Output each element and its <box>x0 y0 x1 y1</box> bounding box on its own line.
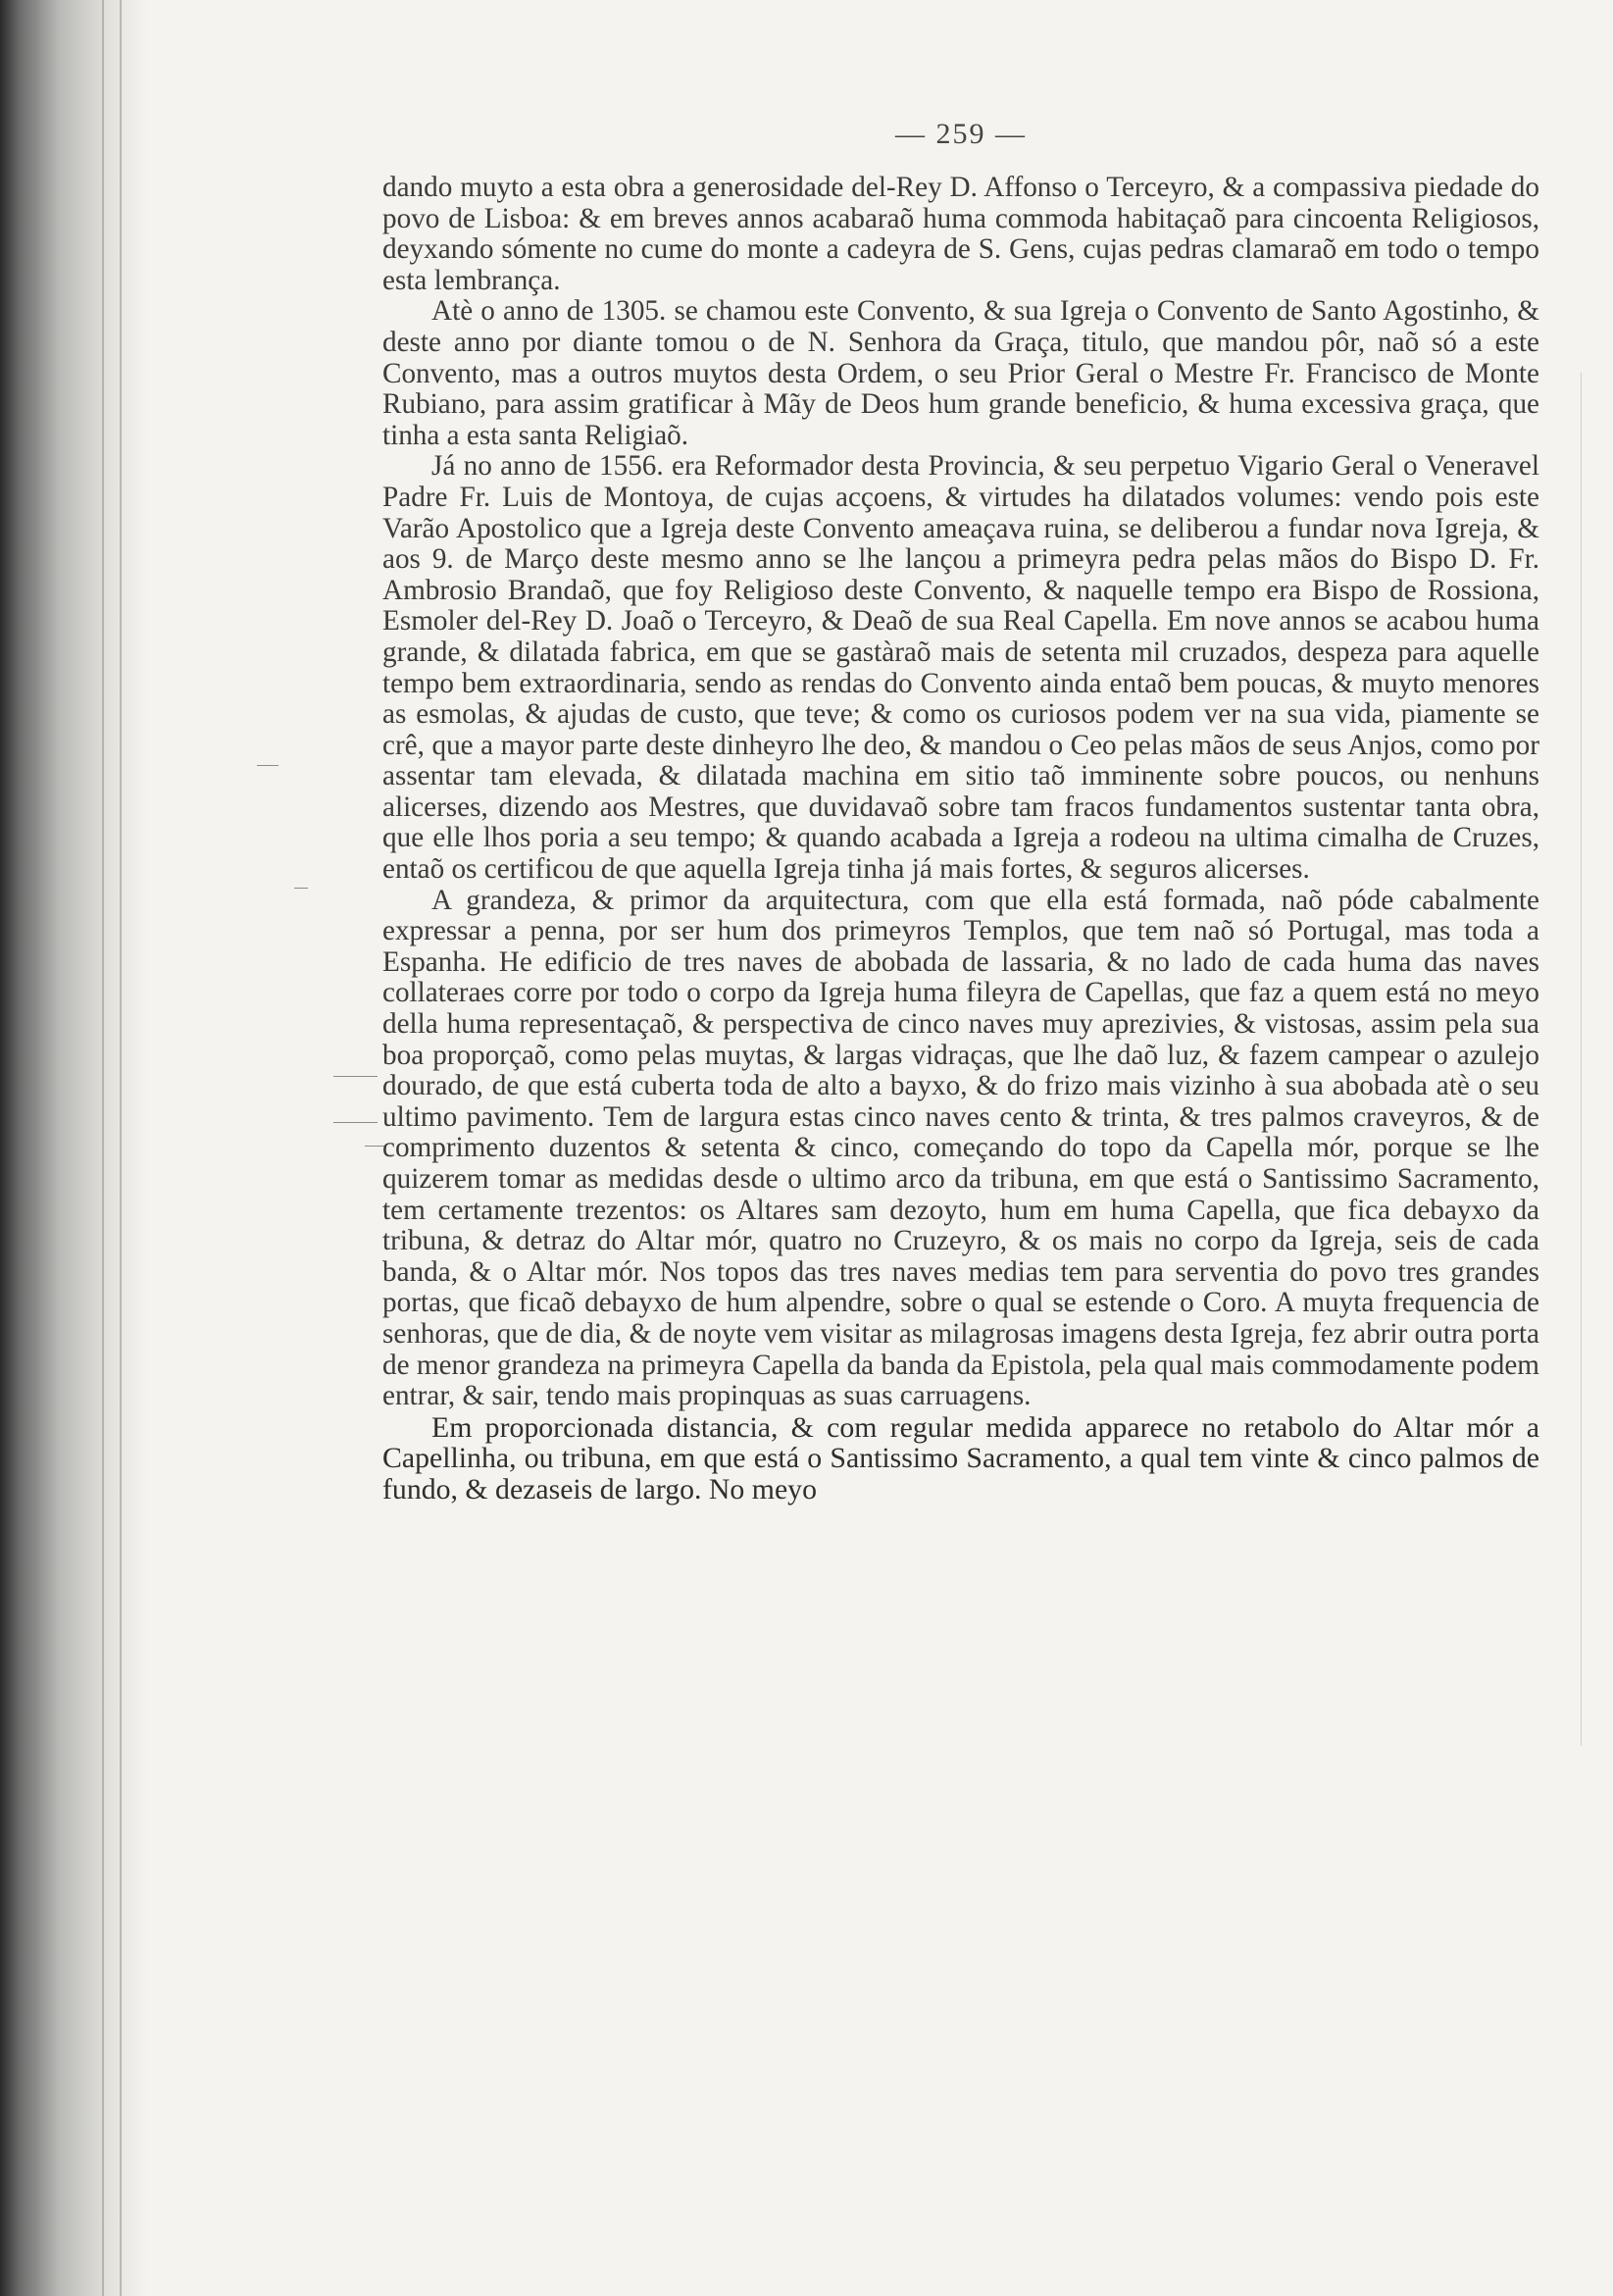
paragraph: A grandeza, & primor da arquitectura, com que ella está formada, naõ póde cabalmente expressar a penna, por ser hum dos primeyros Templos, que tem naõ só Portugal, mas toda a Espanha. He edificio de tres naves de abobada de lassaria, & no lado de cada huma das naves collateraes corre por todo o corpo da Igreja huma fileyra de Capellas, que faz a quem está no meyo della huma representaçaõ, & perspectiva de cinco naves muy aprezivies, & vistosas, assim pela sua boa proporçaõ, como pelas muytas, & largas vidraças, que lhe daõ luz, & fazem campear o azulejo dourado, de que está cuberta toda de alto a bayxo, & do frizo mais vizinho à sua abobada atè o seu ultimo pavimento. Tem de largura estas cinco naves cento & trinta, & tres palmos craveyros, & de comprimento duzentos & setenta & cinco, começando do topo da Capella mór, porque se lhe quizerem tomar as medidas desde o ultimo arco da tribuna, em que está o Santissimo Sacramento, tem certamente trezentos: os Altares sam dezoyto, hum em huma Capella, que fica debayxo da tribuna, & detraz do Altar mór, quatro no Cruzeyro, & os mais no corpo da Igreja, seis de cada banda, & o Altar mór. Nos topos das tres naves medias tem para serventia do povo tres grandes portas, que ficaõ debayxo de hum alpendre, sobre o qual se estende o Coro. A muyta frequencia de senhoras, que de dia, & de noyte vem visitar as milagrosas imagens desta Igreja, fez abrir outra porta de menor grandeza na primeyra Capella da banda da Epistola, pela qual mais commodamente podem entrar, & sair, tendo mais propinquas as suas carruagens. <box>382 884 1539 1412</box>
paragraph: Atè o anno de 1305. se chamou este Convento, & sua Igreja o Convento de Santo Agostinho, & deste anno por diante tomou o de N. Senhora da Graça, titulo, que mandou pôr, naõ só a este Convento, mas a outros muytos desta Ordem, o seu Prior Geral o Mestre Fr. Francisco de Monte Rubiano, para assim gratificar à Mãy de Deos hum grande beneficio, & huma excessiva graça, que tinha a esta santa Religiaõ. <box>382 295 1539 451</box>
binding-crease <box>120 0 122 2296</box>
book-binding-shadow <box>0 0 147 2296</box>
margin-mark <box>365 1146 384 1147</box>
page-edge-line <box>1581 373 1582 1746</box>
margin-mark <box>333 1076 378 1077</box>
document-page <box>382 118 1539 1505</box>
body-text <box>382 173 1539 1505</box>
margin-mark <box>333 1122 378 1123</box>
page-number: — 259 — <box>895 118 1027 150</box>
binding-crease <box>102 0 104 2296</box>
margin-mark <box>294 888 308 889</box>
margin-mark <box>257 765 278 766</box>
paragraph: dando muyto a esta obra a generosidade del-Rey D. Affonso o Terceyro, & a compassiva piedade do povo de Lisboa: & em breves annos acabaraõ huma commoda habitaçaõ para cincoenta Religiosos, deyxando sómente no cume do monte a cadeyra de S. Gens, cujas pedras clamaraõ em todo o tempo esta lembrança. <box>382 172 1539 296</box>
paragraph: Em proporcionada distancia, & com regular medida apparece no retabolo do Altar mór a Capellinha, ou tribuna, em que está o Santissimo Sacramento, a qual tem vinte & cinco palmos de fundo, & dezaseis de largo. No meyo <box>382 1410 1539 1505</box>
paragraph: Já no anno de 1556. era Reformador desta Provincia, & seu perpetuo Vigario Geral o Veneravel Padre Fr. Luis de Montoya, de cujas acçoens, & virtudes ha dilatados volumes: vendo pois este Varão Apostolico que a Igreja deste Convento ameaçava ruina, se deliberou a fundar nova Igreja, & aos 9. de Março deste mesmo anno se lhe lançou a primeyra pedra pelas mãos do Bispo D. Fr. Ambrosio Brandaõ, que foy Religioso deste Convento, & naquelle tempo era Bispo de Rossiona, Esmoler del-Rey D. Joaõ o Terceyro, & Deaõ de sua Real Capella. Em nove annos se acabou huma grande, & dilatada fabrica, em que se gastàraõ mais de setenta mil cruzados, despeza para aquelle tempo bem extraordinaria, sendo as rendas do Convento ainda entaõ bem poucas, & muyto menores as esmolas, & ajudas de custo, que teve; & como os curiosos podem ver na sua vida, piamente se crê, que a mayor parte deste dinheyro lhe deo, & mandou o Ceo pelas mãos de seus Anjos, como por assentar tam elevada, & dilatada machina em sitio taõ imminente sobre poucos, ou nenhuns alicerses, dizendo aos Mestres, que duvidavaõ sobre tam fracos fundamentos sustentar tanta obra, que elle lhos poria a seu tempo; & quando acabada a Igreja a rodeou na ultima cimalha de Cruzes, entaõ os certificou de que aquella Igreja tinha já mais fortes, & seguros alicerses. <box>382 450 1539 886</box>
